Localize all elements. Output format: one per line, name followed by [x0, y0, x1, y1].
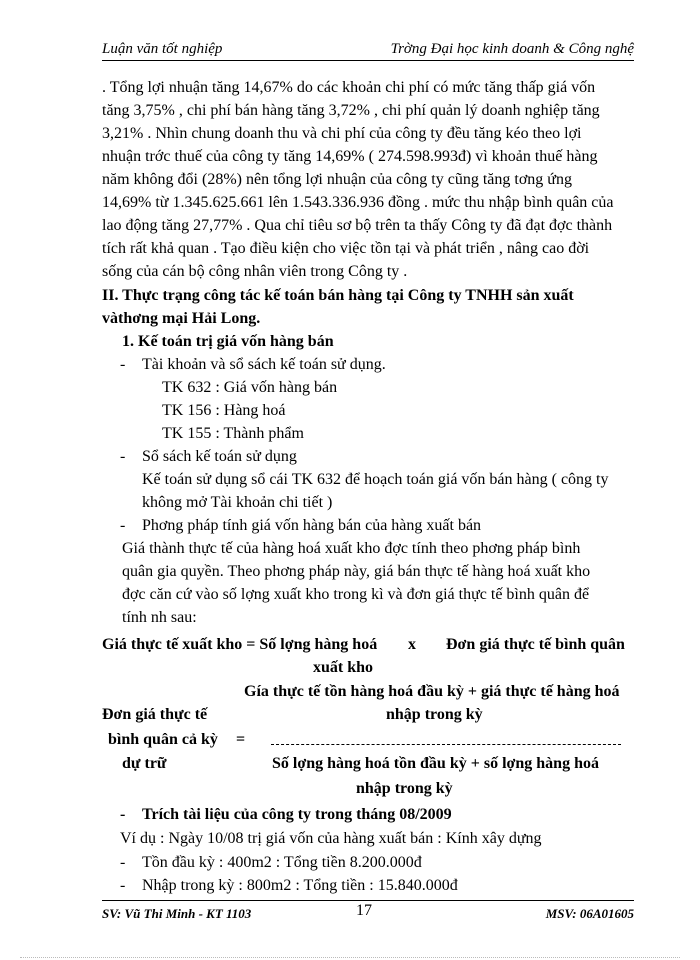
list-item: Phơng pháp tính giá vốn hàng bán của hàng xuất bán [142, 517, 482, 534]
list-dash: - [120, 806, 126, 823]
paragraph-line: Giá thành thực tế của hàng hoá xuất kho đợc tính theo phơng pháp bình [122, 540, 581, 557]
paragraph-line: quân gia quyền. Theo phơng pháp này, giá bán thực tế hàng hoá xuất kho [122, 563, 591, 580]
paragraph-line: tích rất khả quan . Tạo điều kiện cho việc tồn tại và phát triển , nâng cao đời [102, 240, 590, 257]
paragraph-line: 3,21% . Nhìn chung doanh thu và chi phí của công ty đều tăng kéo theo lợi [102, 125, 582, 142]
list-dash: - [120, 517, 126, 534]
fraction-denominator: Số lợng hàng hoá tồn đầu kỳ + số lợng hàng hoá [272, 755, 599, 772]
footer-right: MSV: 06A01605 [545, 906, 634, 921]
paragraph-line: tính nh sau: [122, 609, 197, 626]
list-item-text: Kế toán sử dụng sổ cái TK 632 để hoạch toán giá vốn bán hàng ( công ty [142, 471, 609, 488]
example-item: Tồn đầu kỳ : 400m2 : Tổng tiền 8.200.000đ [142, 854, 422, 871]
fraction-bar [271, 744, 621, 745]
example-item: Nhập trong kỳ : 800m2 : Tổng tiền : 15.840.000đ [142, 877, 458, 894]
header-rule [102, 60, 634, 61]
fraction-denominator: nhập trong kỳ [356, 780, 453, 797]
formula2-lhs: bình quân cả kỳ [108, 731, 218, 748]
footer-rule [102, 900, 634, 901]
page-header [102, 41, 634, 61]
paragraph-line: nhuận trớc thuế của công ty tăng 14,69% ( 274.598.993đ) vì khoản thuế hàng [102, 148, 598, 165]
formula2-lhs: dự trữ [122, 755, 167, 772]
example-line: Ví dụ : Ngày 10/08 trị giá vốn của hàng xuất bán : Kính xây dựng [120, 830, 542, 847]
list-item: Trích tài liệu của công ty trong tháng 08/2009 [142, 806, 452, 823]
paragraph-line: sống của cán bộ công nhân viên trong Công ty . [102, 263, 408, 280]
list-item: Sổ sách kế toán sử dụng [142, 448, 297, 465]
footer-left: SV: Vũ Thi Minh - KT 1103 [102, 906, 252, 921]
paragraph-line: lao động tăng 27,77% . Qua chỉ tiêu sơ bộ trên ta thấy Công ty đã đạt đợc thành [102, 217, 613, 234]
list-item: Tài khoản và sổ sách kế toán sử dụng. [142, 356, 386, 373]
formula-operator: x [408, 636, 416, 653]
paragraph-line: 14,69% từ 1.345.625.661 lên 1.543.336.936 đồng . mức thu nhập bình quân của [102, 194, 614, 211]
fraction-numerator: Gía thực tế tồn hàng hoá đầu kỳ + giá thực tế hàng hoá [244, 683, 620, 700]
formula-continuation: xuất kho [313, 659, 374, 676]
list-dash: - [120, 356, 126, 373]
list-item-text: không mở Tài khoản chi tiết ) [142, 494, 333, 511]
fraction-numerator: nhập trong kỳ [386, 706, 483, 723]
formula-lhs: Giá thực tế xuất kho = Số lợng hàng hoá [102, 636, 378, 653]
subsection-heading: 1. Kế toán trị giá vốn hàng bán [122, 333, 334, 350]
list-dash: - [120, 877, 126, 894]
header-right: Trờng Đại học kinh doanh & Công nghệ [390, 41, 634, 57]
paragraph-line: năm không đổi (28%) nên tổng lợi nhuận của công ty cũng tăng tơng ứng [102, 171, 572, 188]
account-item: TK 156 : Hàng hoá [162, 402, 286, 419]
paragraph-line: đợc căn cứ vào số lợng xuất kho trong kì và đơn giá thực tế bình quân để [122, 586, 590, 603]
section-heading: vàthơng mại Hải Long. [102, 310, 261, 327]
section-heading: II. Thực trạng công tác kế toán bán hàng tại Công ty TNHH sản xuất [102, 287, 574, 304]
paragraph-line: . Tổng lợi nhuận tăng 14,67% do các khoản chi phí có mức tăng thấp giá vốn [102, 79, 596, 96]
list-dash: - [120, 448, 126, 465]
page-number: 17 [356, 902, 372, 919]
page-edge-dots [20, 957, 680, 958]
paragraph-line: tăng 3,75% , chi phí bán hàng tăng 3,72% , chi phí quản lý doanh nghiệp tăng [102, 102, 600, 119]
list-dash: - [120, 854, 126, 871]
header-left: Luận văn tốt nghiệp [102, 41, 223, 57]
formula2-equals: = [236, 731, 246, 748]
account-item: TK 155 : Thành phẩm [162, 425, 304, 442]
formula2-lhs: Đơn giá thực tế [102, 706, 208, 723]
account-item: TK 632 : Giá vốn hàng bán [162, 379, 338, 396]
formula-rhs: Đơn giá thực tế bình quân [446, 636, 625, 653]
